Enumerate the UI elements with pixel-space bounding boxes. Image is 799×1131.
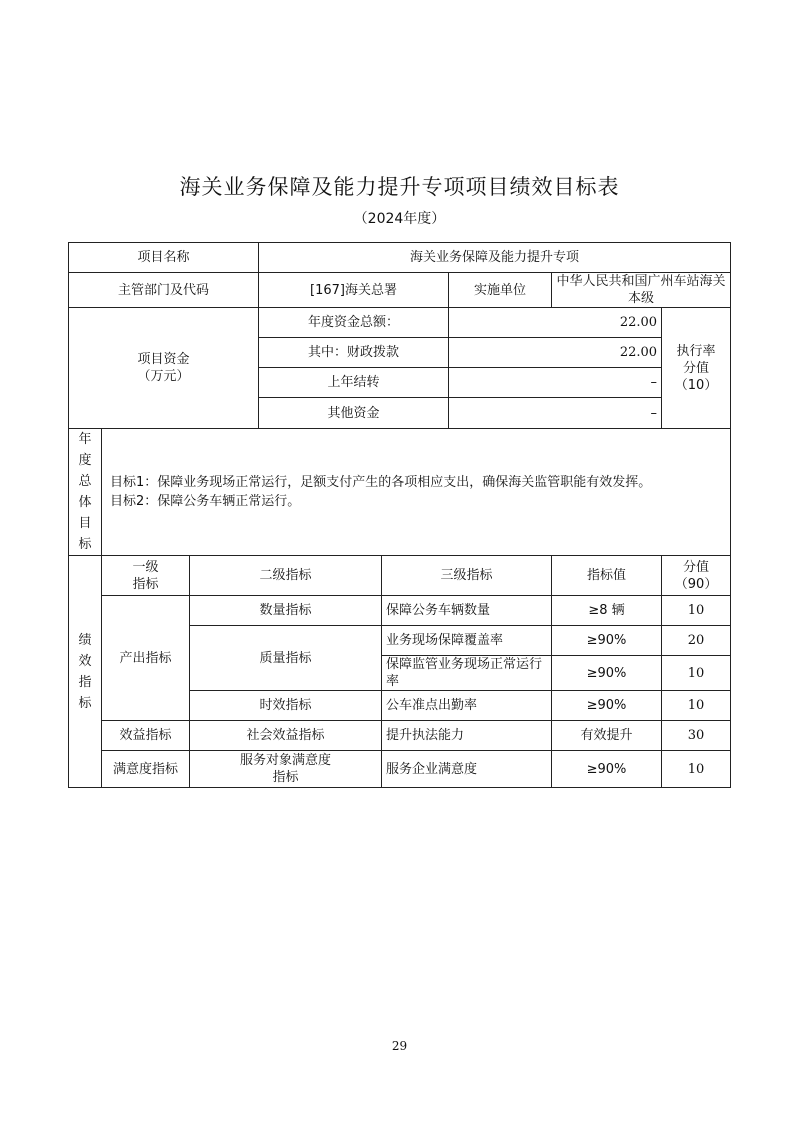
annual-goals-label-char: 总 [78,474,92,489]
header-level1-line1: 一级 [132,559,159,575]
annual-goals-label-char: 标 [78,537,92,552]
service-satisfaction-line1: 服务对象满意度 [240,753,332,768]
header-score [662,556,731,596]
funds-fiscal-label: 其中：财政拨款 [259,338,449,368]
quality-indicators-label: 质量指标 [190,626,382,691]
project-funds-label-line1: 项目资金 [137,352,190,367]
indicator-score: 10 [662,596,731,626]
benefit-indicators-label: 效益指标 [102,721,190,751]
indicator-value: 有效提升 [552,721,662,751]
project-name-row [69,243,731,273]
annual-goals-label-char: 目 [78,516,92,531]
indicator-row [69,721,731,751]
header-score-line2: （90） [674,576,718,592]
indicator-score: 10 [662,691,731,721]
annual-goals-label-char: 年 [78,432,92,447]
satisfaction-indicators-label: 满意度指标 [102,751,190,788]
project-funds-label [69,308,259,429]
department-row [69,273,731,308]
funds-other-value: – [449,398,662,429]
implementing-unit-value: 中华人民共和国广州车站海关本级 [552,273,731,308]
indicator-score: 30 [662,721,731,751]
funds-carryover-value: – [449,368,662,398]
page-number: 29 [391,1039,408,1053]
goal-item: 目标2：保障公务车辆正常运行。 [110,494,301,509]
department-label: 主管部门及代码 [69,273,259,308]
service-satisfaction-line2: 指标 [272,770,299,785]
execution-rate-line1: 执行率 [676,343,716,359]
indicator-row [69,751,731,788]
indicator-value: ≥90% [552,656,662,691]
output-indicators-label: 产出指标 [102,596,190,721]
social-benefit-indicators-label: 社会效益指标 [190,721,382,751]
project-name-label: 项目名称 [69,243,259,273]
header-score-line1: 分值 [683,559,710,575]
funds-fiscal-value: 22.00 [449,338,662,368]
service-satisfaction-label [190,751,382,788]
indicator-row [69,596,731,626]
annual-goals-label-char: 体 [78,495,92,510]
performance-label-char: 效 [78,653,92,669]
indicator-value: ≥8 辆 [552,596,662,626]
indicator-name: 服务企业满意度 [382,751,552,788]
header-value: 指标值 [552,556,662,596]
funds-total-label: 年度资金总额： [259,308,449,338]
annual-goals-label-char: 度 [78,453,92,468]
funds-row [69,308,731,338]
performance-label-char: 绩 [78,632,92,648]
performance-indicators-label [69,556,102,788]
annual-goals-label [69,429,102,556]
funds-other-label: 其他资金 [259,398,449,429]
document-title: 海关业务保障及能力提升专项项目绩效目标表 [179,175,620,199]
quantity-indicators-label: 数量指标 [190,596,382,626]
indicator-header-row [69,556,731,596]
performance-target-table [68,242,731,788]
project-name-value: 海关业务保障及能力提升专项 [259,243,731,273]
funds-carryover-label: 上年结转 [259,368,449,398]
indicator-name: 公车准点出勤率 [382,691,552,721]
indicator-name: 业务现场保障覆盖率 [382,626,552,656]
annual-goals-content [102,429,731,556]
performance-label-char: 标 [78,695,92,711]
goal-item: 目标1：保障业务现场正常运行，足额支付产生的各项相应支出，确保海关监管职能有效发挥。 [110,475,652,490]
indicator-name: 保障公务车辆数量 [382,596,552,626]
header-level3: 三级指标 [382,556,552,596]
indicator-value: ≥90% [552,691,662,721]
department-value: [167]海关总署 [259,273,449,308]
indicator-value: ≥90% [552,626,662,656]
indicator-score: 10 [662,656,731,691]
indicator-name: 保障监管业务现场正常运行率 [382,656,552,691]
execution-rate-score [662,308,731,429]
project-funds-label-line2: （万元） [137,369,190,384]
execution-rate-line2: 分值（10） [674,360,718,393]
indicator-name: 提升执法能力 [382,721,552,751]
indicator-score: 10 [662,751,731,788]
implementing-unit-label: 实施单位 [449,273,552,308]
header-level1-line2: 指标 [132,576,159,592]
annual-goals-row [69,429,731,556]
header-level1 [102,556,190,596]
timeliness-indicators-label: 时效指标 [190,691,382,721]
performance-label-char: 指 [78,674,92,690]
document-subtitle: （2024年度） [353,211,446,227]
funds-total-value: 22.00 [449,308,662,338]
indicator-value: ≥90% [552,751,662,788]
header-level2: 二级指标 [190,556,382,596]
indicator-score: 20 [662,626,731,656]
